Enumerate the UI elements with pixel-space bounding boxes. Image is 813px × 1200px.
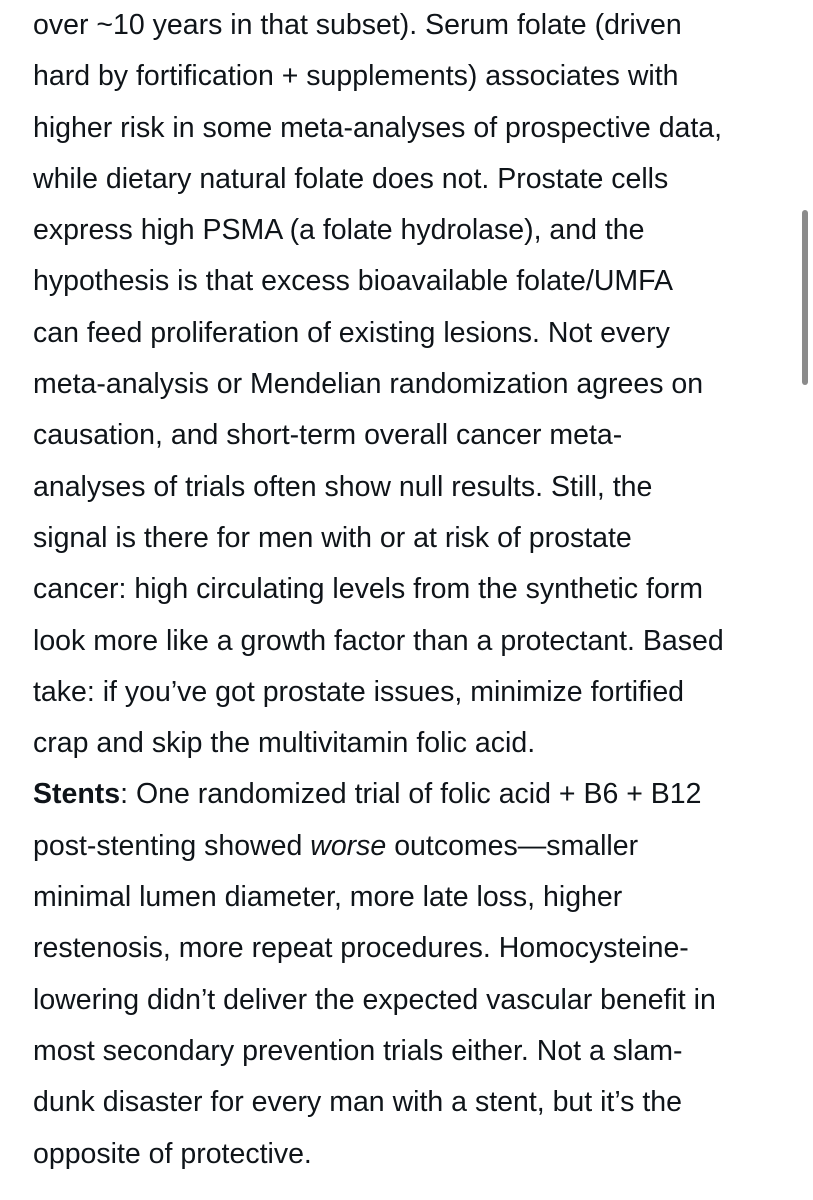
text-line: look more like a growth factor than a protectant. Based — [33, 624, 724, 657]
stents-line-2-before: post-stenting showed — [33, 829, 311, 862]
text-line: signal is there for men with or at risk of prostate — [33, 521, 632, 554]
text-line: lowering didn’t deliver the expected vascular benefit in — [33, 983, 716, 1016]
text-line: higher risk in some meta-analyses of prospective data, — [33, 111, 723, 144]
text-line: minimal lumen diameter, more late loss, higher — [33, 881, 623, 914]
text-line: while dietary natural folate does not. Prostate cells — [33, 162, 669, 195]
text-line: meta-analysis or Mendelian randomization agrees on — [33, 368, 704, 401]
text-line: analyses of trials often show null results. Still, the — [33, 470, 653, 503]
stents-heading: Stents — [33, 778, 121, 811]
text-line: dunk disaster for every man with a stent, but it’s the — [33, 1086, 682, 1119]
text-line: most secondary prevention trials either. Not a slam- — [33, 1034, 683, 1067]
text-line: causation, and short-term overall cancer meta- — [33, 419, 623, 452]
text-line: express high PSMA (a folate hydrolase), and the — [33, 214, 645, 247]
text-line: take: if you’ve got prostate issues, minimize fortified — [33, 675, 685, 708]
text-line: hypothesis is that excess bioavailable folate/UMFA — [33, 265, 673, 298]
text-line: hard by fortification + supplements) associates with — [33, 60, 679, 93]
stents-line-2-after: outcomes—smaller — [386, 829, 639, 862]
stents-line-2 — [33, 821, 803, 872]
text-line: over ~10 years in that subset). Serum folate (driven — [33, 9, 682, 41]
scrollbar-thumb[interactable] — [802, 210, 808, 385]
text-line: cancer: high circulating levels from the synthetic form — [33, 573, 704, 606]
text-line: crap and skip the multivitamin folic acid. — [33, 727, 536, 760]
emphasis-worse: worse — [310, 829, 387, 862]
text-line: opposite of protective. — [33, 1137, 312, 1170]
post-text — [33, 0, 803, 1180]
stents-line-1-text: : One randomized trial of folic acid + B6 + B12 — [120, 778, 702, 811]
stents-line-1 — [33, 769, 803, 820]
text-line: restenosis, more repeat procedures. Homocysteine- — [33, 932, 689, 965]
text-line: can feed proliferation of existing lesions. Not every — [33, 316, 670, 349]
